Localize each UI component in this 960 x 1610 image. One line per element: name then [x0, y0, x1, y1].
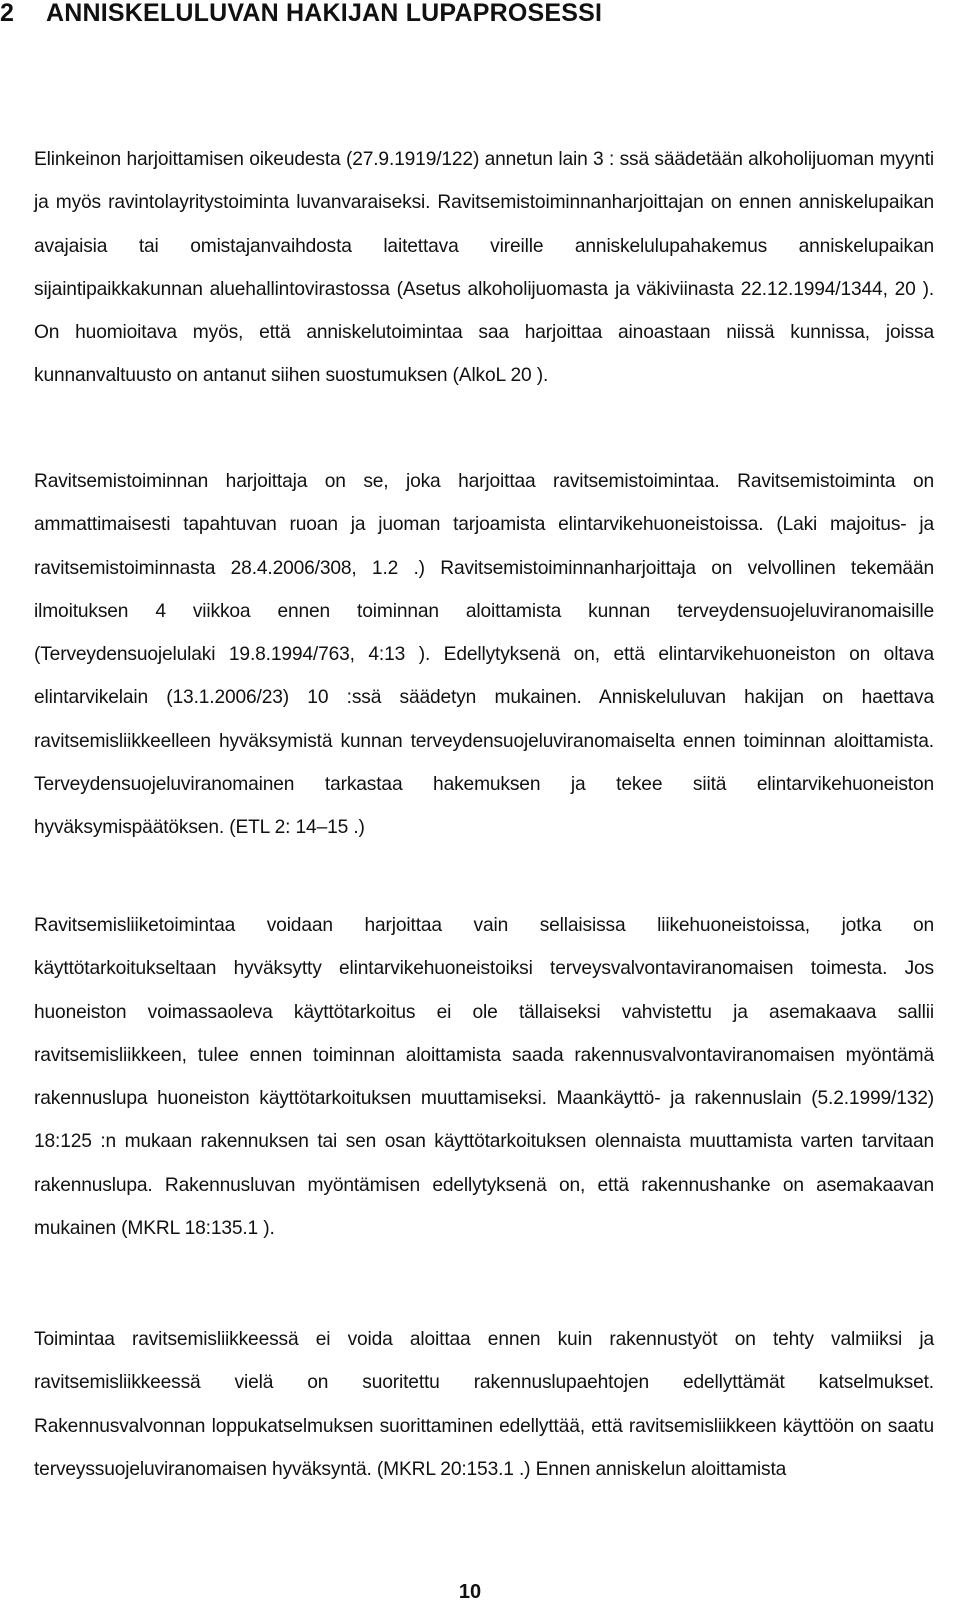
- chapter-number: 2: [0, 0, 15, 27]
- chapter-heading: [0, 0, 602, 28]
- chapter-title: ANNISKELULUVAN HAKIJAN LUPAPROSESSI: [46, 0, 603, 27]
- paragraph: Ravitsemisliiketoimintaa voidaan harjoittaa vain sellaisissa liikehuoneistoissa, jotka on käyttötarkoitukseltaan hyväksytty elintarvikehuoneistoiksi terveysvalvontaviranomaisen toimesta. Jos huoneiston voimassaoleva käyttötarkoitus ei ole tällaiseksi vahvistettu ja asemakaava sallii ravitsemisliikkeen, tulee ennen toiminnan aloittamista saada rakennusvalvontaviranomaisen myöntämä rakennuslupa huoneiston käyttötarkoituksen muuttamiseksi. Maankäyttö- ja rakennuslain (5.2.1999/132) 18:125 :n mukaan rakennuksen tai sen osan käyttötarkoituksen olennaista muuttamista varten tarvitaan rakennuslupa. Rakennusluvan myöntämisen edellytyksenä on, että rakennushanke on asemakaavan mukainen (MKRL 18:135.1 ).: [34, 915, 934, 1240]
- paragraph: Elinkeinon harjoittamisen oikeudesta (27.9.1919/122) annetun lain 3 : ssä säädetään alkoholijuoman myynti ja myös ravintolayritystoiminta luvanvaraiseksi. Ravitsemistoiminnanharjoittajan on ennen anniskelupaikan avajaisia tai omistajanvaihdosta laitettava vireille anniskelulupahakemus anniskelupaikan sijaintipaikkakunnan aluehallintovirastossa (Asetus alkoholijuomasta ja väkiviinasta 22.12.1994/1344, 20 ). On huomioitava myös, että anniskelutoimintaa saa harjoittaa ainoastaan niissä kunnissa, joissa kunnanvaltuusto on antanut siihen suostumuksen (AlkoL 20 ).: [34, 149, 934, 387]
- page-number: 10: [458, 1581, 482, 1603]
- paragraph: Toimintaa ravitsemisliikkeessä ei voida aloittaa ennen kuin rakennustyöt on tehty valmiiksi ja ravitsemisliikkeessä vielä on suoritettu rakennuslupaehtojen edellyttämät katselmukset. Rakennusvalvonnan loppukatselmuksen suorittaminen edellyttää, että ravitsemisliikkeen käyttöön on saatu terveyssuojeluviranomaisen hyväksyntä. (MKRL 20:153.1 .) Ennen anniskelun aloittamista: [34, 1329, 934, 1480]
- paragraph: Ravitsemistoiminnan harjoittaja on se, joka harjoittaa ravitsemistoimintaa. Ravitsemistoiminta on ammattimaisesti tapahtuvan ruoan ja juoman tarjoamista elintarvikehuoneistoissa. (Laki majoitus- ja ravitsemistoiminnasta 28.4.2006/308, 1.2 .) Ravitsemistoiminnanharjoittaja on velvollinen tekemään ilmoituksen 4 viikkoa ennen toiminnan aloittamista kunnan terveydensuojeluviranomaisille (Terveydensuojelulaki 19.8.1994/763, 4:13 ). Edellytyksenä on, että elintarvikehuoneiston on oltava elintarvikelain (13.1.2006/23) 10 :ssä säädetyn mukainen. Anniskeluluvan hakijan on haettava ravitsemisliikkeelleen hyväksymistä kunnan terveydensuojeluviranomaiselta ennen toiminnan aloittamista. Terveydensuojeluviranomainen tarkastaa hakemuksen ja tekee siitä elintarvikehuoneiston hyväksymispäätöksen. (ETL 2: 14–15 .): [34, 471, 934, 839]
